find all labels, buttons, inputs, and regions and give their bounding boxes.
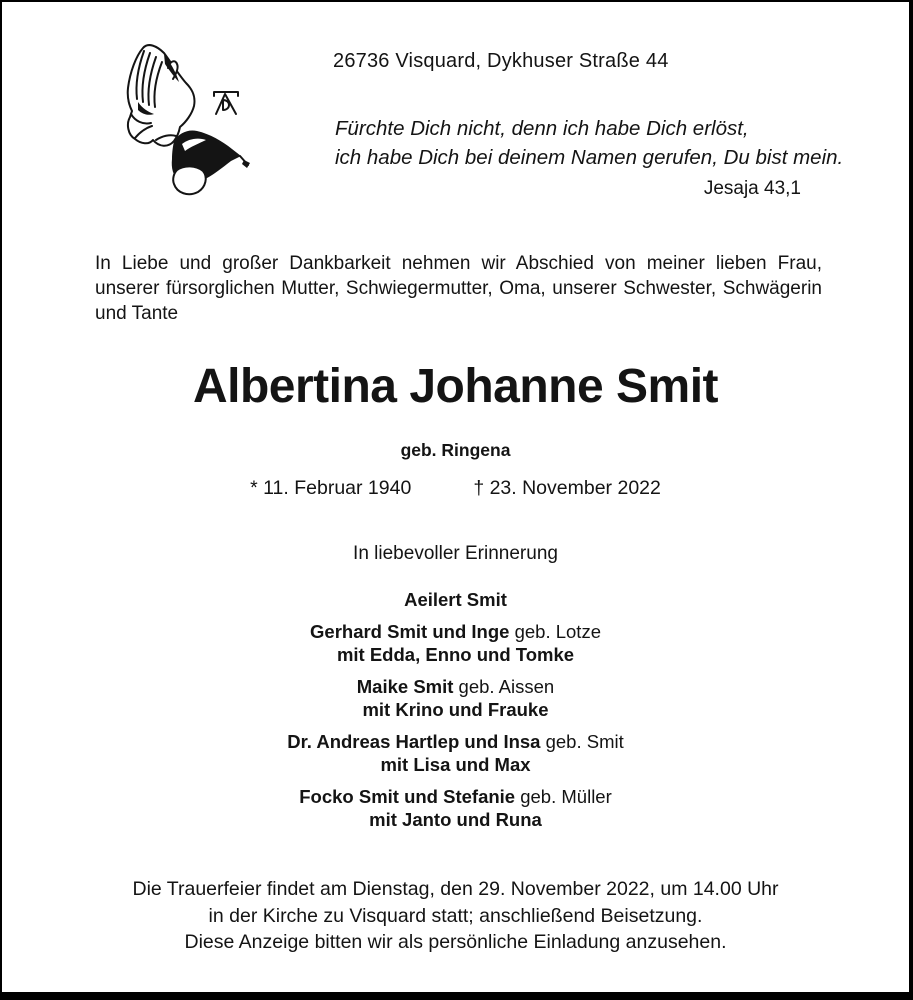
funeral-info [2, 876, 909, 930]
mourner-children: mit Janto und Runa [369, 809, 542, 830]
funeral-line-2: in der Kirche zu Visquard statt; anschließend Beisetzung. [208, 905, 703, 927]
mourners-list [2, 588, 909, 840]
mourner-names: Focko Smit und Stefanie geb. Müller [299, 786, 612, 807]
funeral-line-1: Die Trauerfeier findet am Dienstag, den 29. November 2022, um 14.00 Uhr [132, 878, 779, 900]
praying-hands-drawing [118, 44, 254, 204]
mourner-names: Dr. Andreas Hartlep und Insa geb. Smit [287, 731, 624, 752]
memory-heading: In liebevoller Erinnerung [353, 543, 558, 564]
mourner-children: mit Krino und Frauke [362, 699, 549, 720]
mourner-names: Maike Smit geb. Aissen [356, 676, 555, 697]
mourner-names: Aeilert Smit [404, 589, 507, 610]
mourner-group [2, 588, 909, 611]
deceased-name: Albertina Johanne Smit [192, 360, 719, 413]
mourner-group [2, 675, 909, 721]
invitation-note: Diese Anzeige bitten wir als persönliche Einladung anzusehen. [184, 931, 727, 953]
scripture-quote [335, 114, 843, 172]
praying-hands-icon [118, 44, 254, 204]
birth-date: * 11. Februar 1940 [250, 477, 412, 499]
mourner-children: mit Lisa und Max [380, 754, 531, 775]
quote-line-2: ich habe Dich bei deinem Namen gerufen, Du bist mein. [335, 146, 844, 169]
duerer-monogram-icon [214, 92, 238, 114]
mourner-group [2, 620, 909, 666]
mourner-group [2, 785, 909, 831]
life-dates [2, 477, 909, 500]
mourner-group [2, 730, 909, 776]
quote-line-1: Fürchte Dich nicht, denn ich habe Dich erlöst, [335, 117, 749, 140]
mourner-names: Gerhard Smit und Inge geb. Lotze [310, 621, 601, 642]
intro-paragraph: In Liebe und großer Dankbarkeit nehmen wir Abschied von meiner lieben Frau, unserer fürsorglichen Mutter, Schwiegermutter, Oma, unserer Schwester, Schwägerin und Tante [95, 253, 822, 324]
mourner-children: mit Edda, Enno und Tomke [336, 644, 575, 665]
address-line: 26736 Visquard, Dykhuser Straße 44 [333, 50, 669, 72]
quote-source: Jesaja 43,1 [703, 178, 801, 199]
death-date: † 23. November 2022 [473, 477, 661, 499]
maiden-name: geb. Ringena [400, 440, 511, 460]
